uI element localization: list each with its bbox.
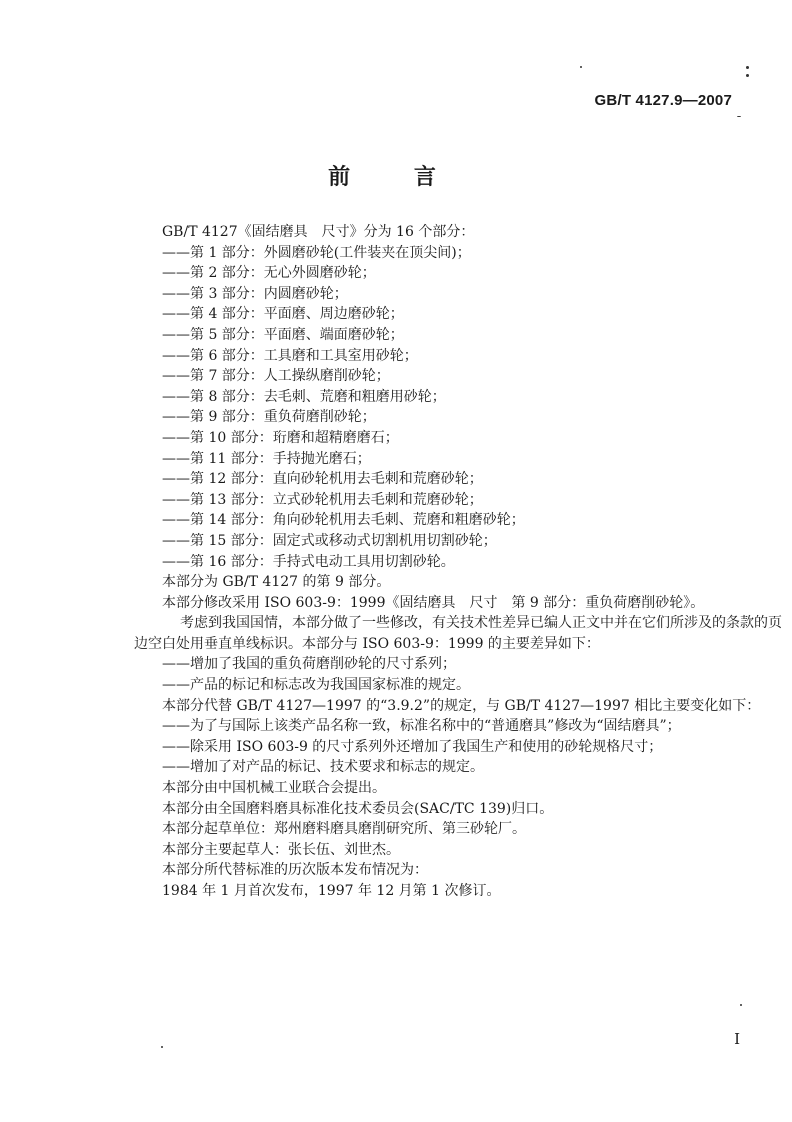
text-line: ——第 15 部分：固定式或移动式切割机用切割砂轮； <box>162 532 497 549</box>
text-line: ——第 4 部分：平面磨、周边磨砂轮； <box>162 306 404 323</box>
text-line: 考虑到我国国情，本部分做了一些修改，有关技术性差异已编人正文中并在它们所涉及的条款的页 <box>180 615 782 632</box>
page-title: 前 言 <box>328 164 464 190</box>
text-line: ——第 3 部分：内圆磨砂轮； <box>162 285 348 302</box>
text-line: 边空白处用垂直单线标识。本部分与 ISO 603-9：1999 的主要差异如下： <box>134 635 600 652</box>
text-line: ——除采用 ISO 603-9 的尺寸系列外还增加了我国生产和使用的砂轮规格尺寸； <box>162 738 663 755</box>
foreword-body <box>134 222 782 902</box>
text-line: GB/T 4127《固结磨具 尺寸》分为 16 个部分： <box>162 224 475 240</box>
text-line: ——第 5 部分：平面磨、端面磨砂轮； <box>162 326 404 343</box>
scan-speck <box>580 66 582 68</box>
text-line: ——增加了我国的重负荷磨削砂轮的尺寸系列； <box>162 656 456 673</box>
text-line: ——为了与国际上该类产品名称一致，标准名称中的“普通磨具”修改为“固结磨具”； <box>162 718 681 735</box>
scan-speck <box>737 116 741 117</box>
text-line: ——产品的标记和标志改为我国国家标准的规定。 <box>162 677 470 694</box>
text-line: ——第 12 部分：直向砂轮机用去毛刺和荒磨砂轮； <box>162 471 483 488</box>
text-line: ——第 7 部分：人工操纵磨削砂轮； <box>162 368 390 385</box>
text-line: ——第 9 部分：重负荷磨削砂轮； <box>162 409 376 426</box>
text-line: 1984 年 1 月首次发布，1997 年 12 月第 1 次修订。 <box>162 883 501 899</box>
scan-speck <box>740 1004 742 1006</box>
text-line: ——增加了对产品的标记、技术要求和标志的规定。 <box>162 759 484 776</box>
text-line: ——第 6 部分：工具磨和工具室用砂轮； <box>162 347 418 364</box>
text-line: 本部分由全国磨料磨具标准化技术委员会(SAC/TC 139)归口。 <box>162 800 554 817</box>
text-line: ——第 10 部分：珩磨和超精磨磨石； <box>162 429 399 446</box>
text-line: ——第 11 部分：手持抛光磨石； <box>162 450 371 467</box>
text-line: 本部分所代替标准的历次版本发布情况为： <box>162 862 428 879</box>
standard-number: GB/T 4127.9—2007 <box>594 92 732 109</box>
text-line: ——第 1 部分：外圆磨砂轮(工件装夹在顶尖间)； <box>162 244 471 261</box>
text-line: 本部分修改采用 ISO 603-9：1999《固结磨具 尺寸 第 9 部分：重负荷磨削砂轮》。 <box>162 594 705 611</box>
text-line: 本部分起草单位：郑州磨料磨具磨削研究所、第三砂轮厂。 <box>162 821 526 838</box>
text-line: 本部分代替 GB/T 4127—1997 的“3.9.2”的规定，与 GB/T 4127—1997 相比主要变化如下： <box>162 697 761 714</box>
text-line: 本部分主要起草人：张长伍、刘世杰。 <box>162 841 400 858</box>
scan-speck <box>746 66 749 69</box>
text-line: 本部分为 GB/T 4127 的第 9 部分。 <box>162 574 391 591</box>
text-line: ——第 8 部分：去毛刺、荒磨和粗磨用砂轮； <box>162 388 446 405</box>
text-line: ——第 2 部分：无心外圆磨砂轮； <box>162 265 376 282</box>
scan-speck <box>746 74 749 77</box>
page-number: I <box>734 1030 740 1048</box>
text-line: ——第 14 部分：角向砂轮机用去毛刺、荒磨和粗磨砂轮； <box>162 512 525 529</box>
text-line: 本部分由中国机械工业联合会提出。 <box>162 780 386 797</box>
scan-speck <box>161 1046 163 1048</box>
text-line: ——第 16 部分：手持式电动工具用切割砂轮。 <box>162 553 455 570</box>
text-line: ——第 13 部分：立式砂轮机用去毛刺和荒磨砂轮； <box>162 491 483 508</box>
